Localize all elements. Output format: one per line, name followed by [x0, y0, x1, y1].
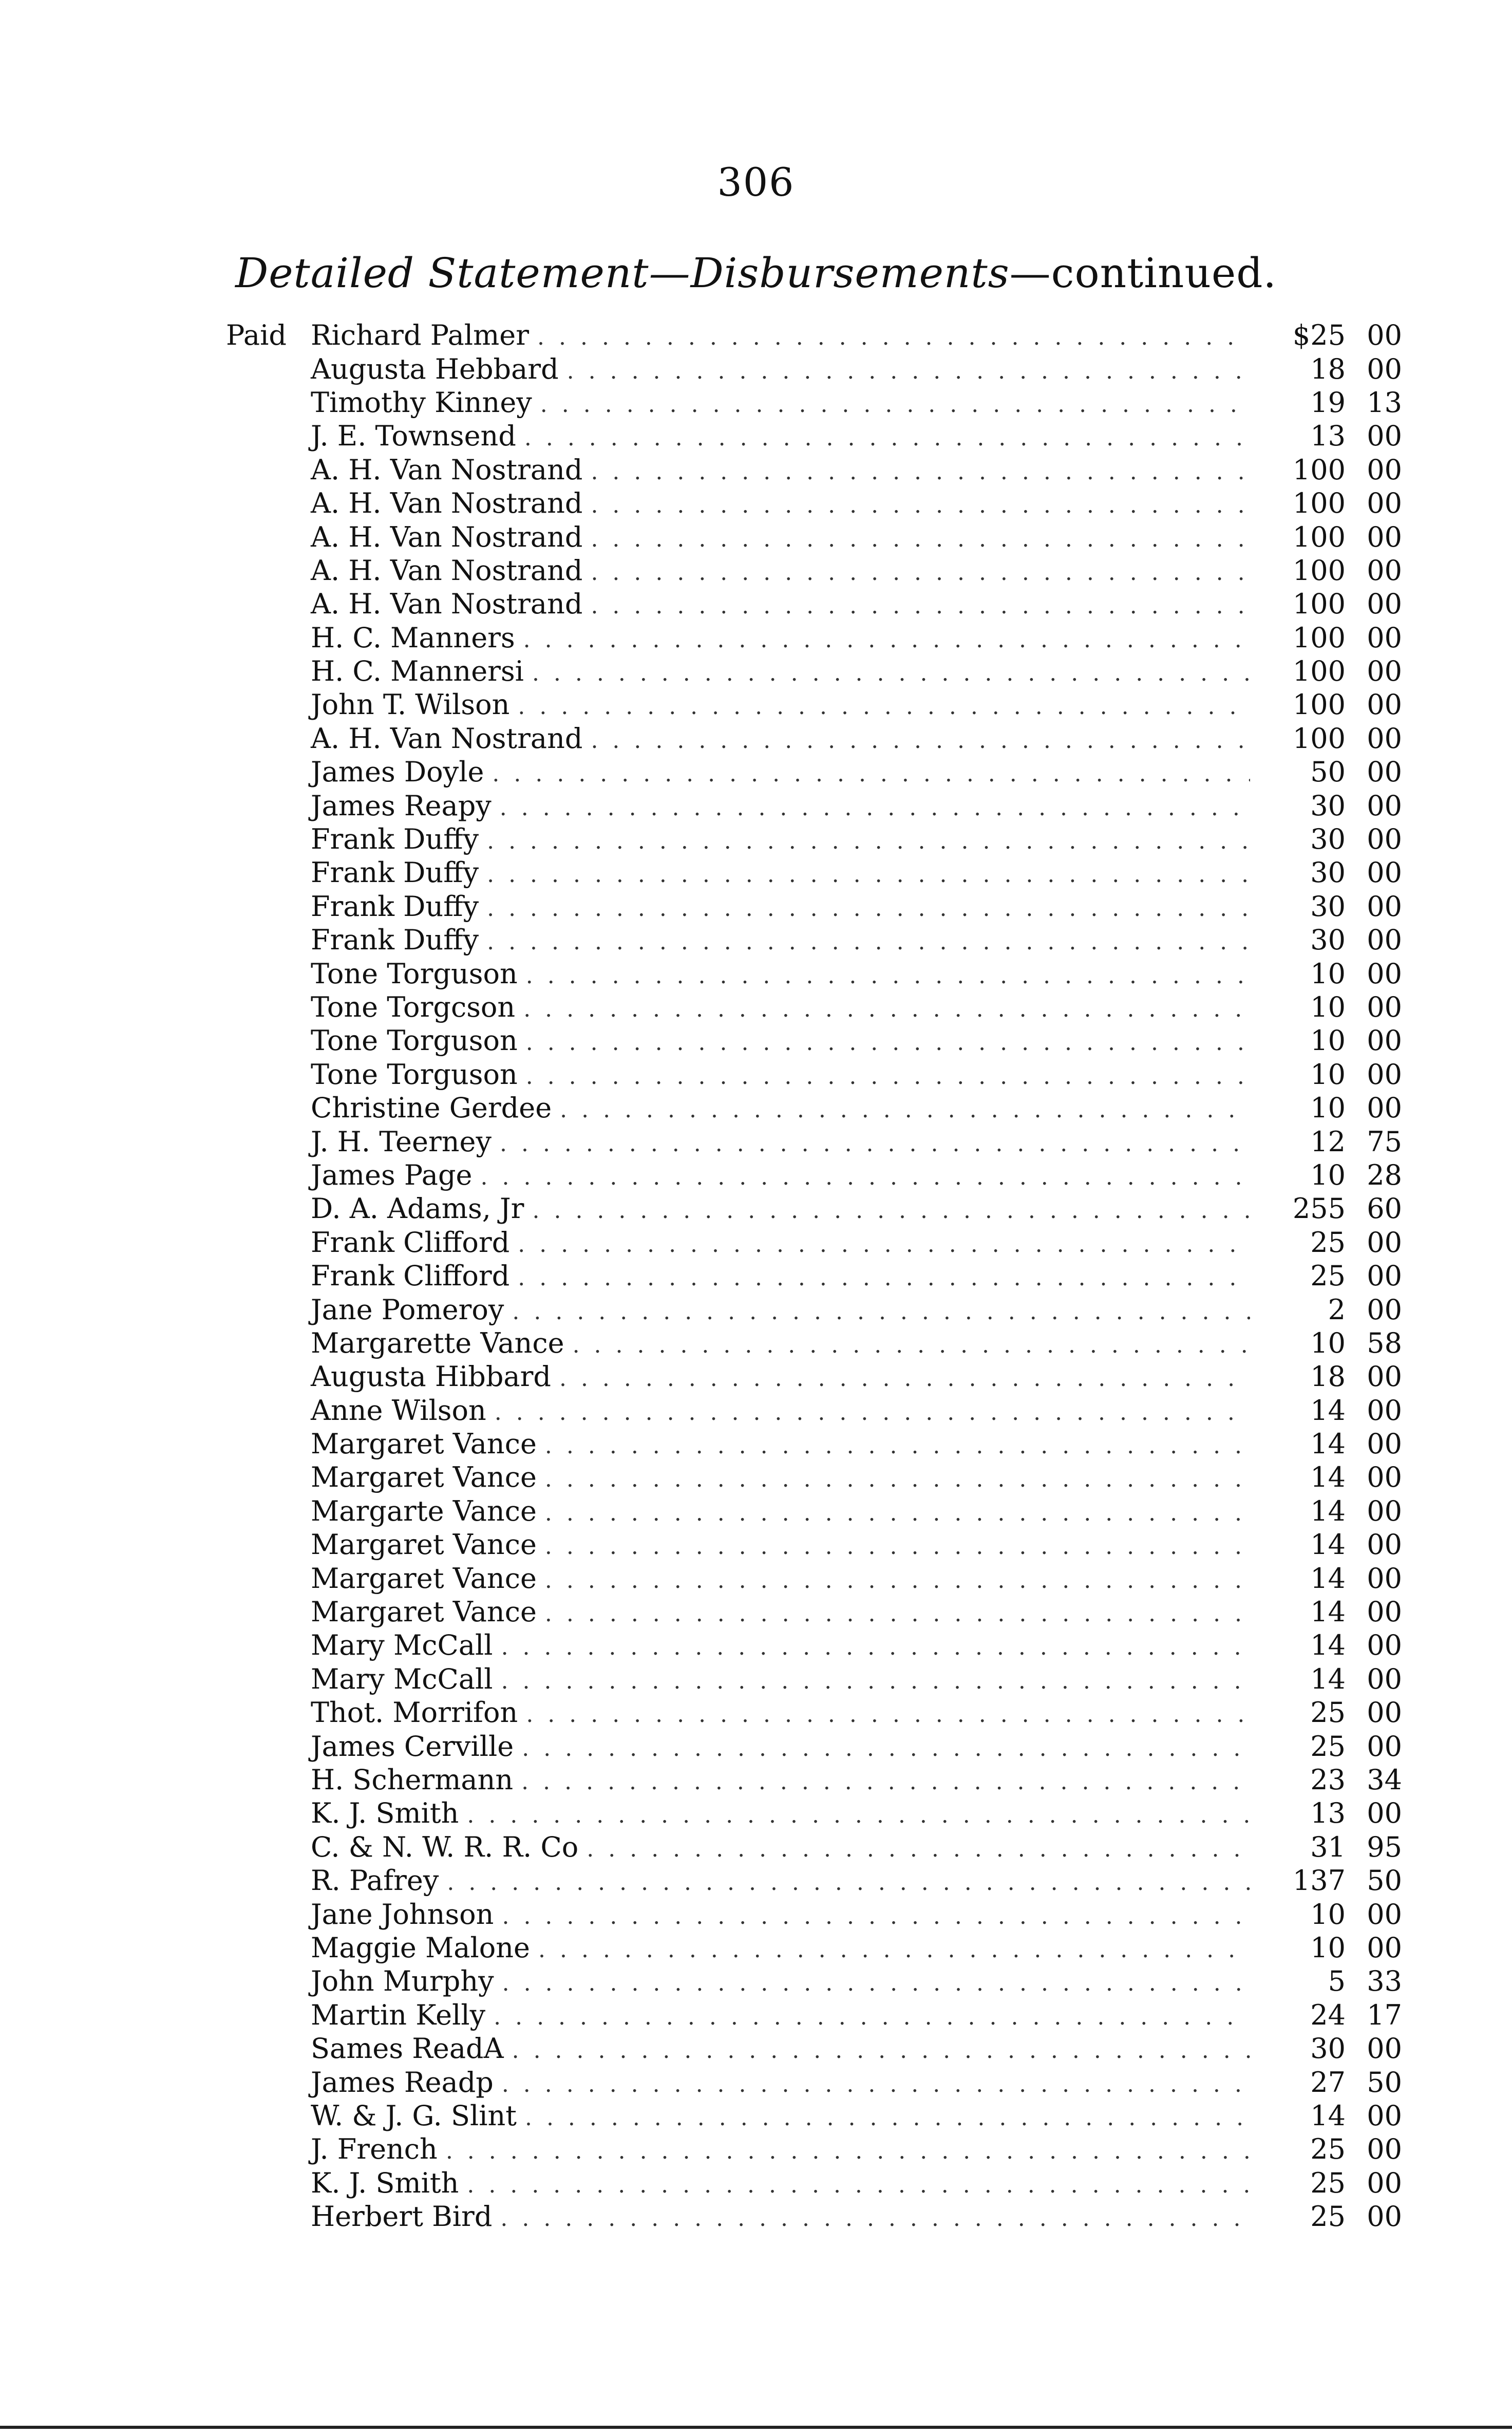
- dot-leader: [501, 1634, 1250, 1660]
- dot-leader: [540, 391, 1250, 418]
- amount-cents: 00: [1367, 1797, 1402, 1830]
- list-item: [226, 1192, 1402, 1225]
- amount-cents: 00: [1367, 856, 1402, 889]
- payee-name: Jane Pomeroy: [311, 1293, 504, 1326]
- dot-leader: [526, 963, 1250, 989]
- amount-dollars: 25: [1310, 2133, 1346, 2166]
- amount-cents: 00: [1367, 1461, 1402, 1494]
- amount-dollars: 10: [1310, 1326, 1346, 1359]
- amount-dollars: 23: [1310, 1763, 1346, 1796]
- dot-leader: [481, 1164, 1250, 1190]
- dot-leader: [523, 627, 1250, 653]
- heading-italic-part: Detailed Statement—Disbursements: [235, 249, 1010, 297]
- list-item: [226, 1763, 1402, 1796]
- amount-cents: 00: [1367, 957, 1402, 990]
- payee-name: Frank Clifford: [311, 1260, 510, 1293]
- page-number: 306: [717, 159, 795, 205]
- amount-dollars: 10: [1310, 1092, 1346, 1125]
- amount-cents: 00: [1367, 621, 1402, 654]
- list-item: [226, 1125, 1402, 1158]
- list-item: [226, 453, 1402, 486]
- payee-name: Margaret Vance: [311, 1528, 537, 1561]
- amount-dollars: 14: [1310, 1629, 1346, 1662]
- amount-cents: 00: [1367, 789, 1402, 822]
- list-item: [226, 2032, 1402, 2065]
- entry-prefix: Paid: [226, 319, 287, 352]
- amount-cents: 00: [1367, 420, 1402, 453]
- list-item: [226, 957, 1402, 990]
- amount-cents: 00: [1367, 2032, 1402, 2065]
- amount-dollars: 14: [1310, 2099, 1346, 2132]
- list-item: [226, 419, 1402, 453]
- amount-cents: 00: [1367, 520, 1402, 553]
- list-item: [226, 789, 1402, 822]
- list-item: [226, 722, 1402, 755]
- dot-leader: [567, 358, 1250, 384]
- amount-dollars: 19: [1310, 386, 1346, 419]
- payee-name: C. & N. W. R. R. Co: [311, 1830, 579, 1863]
- amount-cents: 00: [1367, 2166, 1402, 2199]
- amount-dollars: 10: [1310, 1058, 1346, 1091]
- payee-name: James Reapy: [311, 789, 492, 822]
- payee-name: Margaret Vance: [311, 1562, 537, 1595]
- amount-dollars: 5: [1328, 1965, 1346, 1998]
- list-item: [226, 2065, 1402, 2099]
- payee-name: Margarette Vance: [311, 1326, 564, 1359]
- dot-leader: [502, 2071, 1250, 2097]
- list-item: [226, 2132, 1402, 2166]
- amount-dollars: 12: [1310, 1125, 1346, 1158]
- amount-dollars: 25: [1310, 1696, 1346, 1729]
- amount-cents: 00: [1367, 588, 1402, 621]
- list-item: [226, 890, 1402, 923]
- dot-leader: [591, 526, 1250, 552]
- dot-leader: [500, 2205, 1250, 2232]
- amount-cents: 00: [1367, 1394, 1402, 1427]
- payee-name: W. & J. G. Slint: [311, 2099, 517, 2132]
- payee-name: Tone Torguson: [311, 1058, 518, 1091]
- payee-name: Augusta Hibbard: [311, 1360, 551, 1393]
- payee-name: A. H. Van Nostrand: [311, 722, 583, 755]
- amount-dollars: 255: [1292, 1192, 1346, 1225]
- list-item: [226, 1226, 1402, 1259]
- amount-cents: 00: [1367, 487, 1402, 520]
- amount-dollars: 100: [1292, 621, 1346, 654]
- dot-leader: [512, 1299, 1250, 1325]
- payee-name: Mary McCall: [311, 1629, 493, 1662]
- list-item: [226, 1494, 1402, 1528]
- list-item: [226, 1058, 1402, 1091]
- amount-cents: 00: [1367, 1058, 1402, 1091]
- list-item: [226, 1729, 1402, 1763]
- dot-leader: [545, 1500, 1250, 1526]
- payee-name: K. J. Smith: [311, 1797, 459, 1830]
- payee-name: James Doyle: [311, 756, 484, 789]
- amount-cents: 75: [1367, 1125, 1402, 1158]
- amount-cents: 00: [1367, 1629, 1402, 1662]
- amount-cents: 00: [1367, 991, 1402, 1023]
- dot-leader: [545, 1601, 1250, 1627]
- amount-dollars: $25: [1292, 319, 1346, 352]
- payee-name: Frank Duffy: [311, 890, 479, 923]
- dot-leader: [573, 1332, 1250, 1358]
- list-item: [226, 654, 1402, 688]
- payee-name: Margaret Vance: [311, 1596, 537, 1628]
- dot-leader: [560, 1097, 1250, 1123]
- list-item: [226, 1628, 1402, 1662]
- list-item: [226, 319, 1402, 352]
- amount-dollars: 100: [1292, 520, 1346, 553]
- amount-cents: 00: [1367, 722, 1402, 755]
- heading-continued-part: —continued.: [1009, 249, 1277, 297]
- amount-dollars: 30: [1310, 2032, 1346, 2065]
- amount-dollars: 25: [1310, 2166, 1346, 2199]
- dot-leader: [591, 492, 1250, 518]
- amount-dollars: 100: [1292, 453, 1346, 486]
- amount-dollars: 137: [1292, 1864, 1346, 1897]
- list-item: [226, 1259, 1402, 1293]
- dot-leader: [523, 996, 1250, 1022]
- amount-dollars: 10: [1310, 1024, 1346, 1057]
- amount-dollars: 10: [1310, 1898, 1346, 1931]
- dot-leader: [591, 593, 1250, 619]
- amount-cents: 00: [1367, 453, 1402, 486]
- dot-leader: [526, 1701, 1250, 1728]
- payee-name: H. Schermann: [311, 1763, 514, 1796]
- dot-leader: [587, 1836, 1250, 1862]
- amount-cents: 00: [1367, 1092, 1402, 1125]
- dot-leader: [545, 1567, 1250, 1594]
- dot-leader: [495, 1399, 1250, 1426]
- amount-cents: 13: [1367, 386, 1402, 419]
- amount-cents: 00: [1367, 688, 1402, 721]
- list-item: [226, 1897, 1402, 1931]
- dot-leader: [512, 2037, 1250, 2064]
- list-item: [226, 1830, 1402, 1864]
- amount-cents: 00: [1367, 1260, 1402, 1293]
- dot-leader: [538, 1937, 1250, 1963]
- amount-dollars: 14: [1310, 1662, 1346, 1695]
- payee-name: Margaret Vance: [311, 1461, 537, 1494]
- payee-name: A. H. Van Nostrand: [311, 554, 583, 587]
- amount-dollars: 14: [1310, 1394, 1346, 1427]
- list-item: [226, 2166, 1402, 2199]
- amount-dollars: 30: [1310, 890, 1346, 923]
- list-item: [226, 386, 1402, 419]
- amount-dollars: 25: [1310, 1730, 1346, 1763]
- amount-dollars: 10: [1310, 991, 1346, 1023]
- list-item: [226, 1964, 1402, 1998]
- list-item: [226, 1796, 1402, 1830]
- amount-cents: 60: [1367, 1192, 1402, 1225]
- list-item: [226, 1394, 1402, 1427]
- amount-cents: 00: [1367, 1528, 1402, 1561]
- payee-name: D. A. Adams, Jr: [311, 1192, 524, 1225]
- amount-dollars: 25: [1310, 1226, 1346, 1259]
- list-item: [226, 520, 1402, 553]
- amount-cents: 95: [1367, 1830, 1402, 1863]
- dot-leader: [492, 761, 1250, 787]
- amount-dollars: 30: [1310, 789, 1346, 822]
- amount-dollars: 14: [1310, 1494, 1346, 1527]
- amount-cents: 33: [1367, 1965, 1402, 1998]
- amount-cents: 00: [1367, 1428, 1402, 1460]
- amount-dollars: 13: [1310, 420, 1346, 453]
- payee-name: Augusta Hebbard: [311, 352, 559, 385]
- amount-cents: 00: [1367, 1931, 1402, 1964]
- list-item: [226, 1293, 1402, 1326]
- amount-dollars: 14: [1310, 1428, 1346, 1460]
- amount-cents: 50: [1367, 2066, 1402, 2099]
- dot-leader: [524, 425, 1250, 451]
- dot-leader: [500, 1131, 1250, 1157]
- amount-cents: 00: [1367, 1293, 1402, 1326]
- amount-cents: 00: [1367, 554, 1402, 587]
- dot-leader: [518, 1231, 1250, 1258]
- amount-dollars: 2: [1328, 1293, 1346, 1326]
- amount-dollars: 10: [1310, 1931, 1346, 1964]
- amount-cents: 00: [1367, 1226, 1402, 1259]
- payee-name: Tone Torguson: [311, 957, 518, 990]
- amount-dollars: 25: [1310, 1260, 1346, 1293]
- list-item: [226, 688, 1402, 721]
- dot-leader: [522, 1735, 1250, 1762]
- amount-cents: 00: [1367, 1596, 1402, 1628]
- amount-dollars: 14: [1310, 1528, 1346, 1561]
- payee-name: Herbert Bird: [311, 2200, 493, 2233]
- payee-name: John T. Wilson: [311, 688, 510, 721]
- dot-leader: [521, 1769, 1250, 1795]
- payee-name: John Murphy: [311, 1965, 494, 1998]
- amount-dollars: 25: [1310, 2200, 1346, 2233]
- amount-dollars: 30: [1310, 823, 1346, 856]
- list-item: [226, 856, 1402, 889]
- amount-cents: 00: [1367, 655, 1402, 688]
- amount-cents: 28: [1367, 1158, 1402, 1191]
- amount-dollars: 100: [1292, 688, 1346, 721]
- list-item: [226, 1931, 1402, 1964]
- amount-dollars: 13: [1310, 1797, 1346, 1830]
- payee-name: A. H. Van Nostrand: [311, 487, 583, 520]
- dot-leader: [487, 861, 1250, 888]
- list-item: [226, 1864, 1402, 1897]
- list-item: [226, 1024, 1402, 1057]
- list-item: [226, 1427, 1402, 1460]
- payee-name: Tone Torgcson: [311, 991, 516, 1023]
- payee-name: Richard Palmer: [311, 319, 530, 352]
- amount-dollars: 100: [1292, 655, 1346, 688]
- dot-leader: [518, 694, 1250, 720]
- dot-leader: [526, 1063, 1250, 1090]
- amount-cents: 00: [1367, 2099, 1402, 2132]
- amount-dollars: 50: [1310, 756, 1346, 789]
- list-item: [226, 923, 1402, 957]
- payee-name: Mary McCall: [311, 1662, 493, 1695]
- payee-name: Jane Johnson: [311, 1898, 494, 1931]
- amount-dollars: 30: [1310, 856, 1346, 889]
- amount-cents: 00: [1367, 1360, 1402, 1393]
- dot-leader: [537, 324, 1250, 350]
- amount-dollars: 100: [1292, 554, 1346, 587]
- amount-cents: 00: [1367, 1562, 1402, 1595]
- payee-name: James Cerville: [311, 1730, 514, 1763]
- payee-name: Timothy Kinney: [311, 386, 532, 419]
- dot-leader: [502, 1970, 1250, 1996]
- payee-name: Margaret Vance: [311, 1428, 537, 1460]
- amount-cents: 00: [1367, 890, 1402, 923]
- amount-cents: 00: [1367, 924, 1402, 957]
- dot-leader: [447, 1869, 1250, 1896]
- amount-cents: 00: [1367, 319, 1402, 352]
- list-item: [226, 755, 1402, 789]
- list-item: [226, 587, 1402, 621]
- dot-leader: [502, 1903, 1250, 1930]
- list-item: [226, 1998, 1402, 2032]
- list-item: [226, 2200, 1402, 2233]
- amount-cents: 00: [1367, 2133, 1402, 2166]
- list-item: [226, 1696, 1402, 1729]
- page-heading: [0, 249, 1512, 297]
- list-item: [226, 1326, 1402, 1360]
- amount-dollars: 14: [1310, 1461, 1346, 1494]
- payee-name: Tone Torguson: [311, 1024, 518, 1057]
- dot-leader: [532, 660, 1250, 686]
- amount-dollars: 24: [1310, 1998, 1346, 2031]
- payee-name: A. H. Van Nostrand: [311, 520, 583, 553]
- amount-cents: 00: [1367, 756, 1402, 789]
- payee-name: Frank Clifford: [311, 1226, 510, 1259]
- amount-dollars: 100: [1292, 722, 1346, 755]
- dot-leader: [487, 929, 1250, 955]
- amount-cents: 58: [1367, 1326, 1402, 1359]
- amount-dollars: 10: [1310, 957, 1346, 990]
- dot-leader: [467, 2172, 1250, 2198]
- amount-cents: 00: [1367, 1730, 1402, 1763]
- dot-leader: [591, 727, 1250, 754]
- payee-name: A. H. Van Nostrand: [311, 588, 583, 621]
- dot-leader: [525, 2105, 1250, 2131]
- amount-dollars: 14: [1310, 1562, 1346, 1595]
- list-item: [226, 554, 1402, 587]
- amount-dollars: 14: [1310, 1596, 1346, 1628]
- amount-cents: 00: [1367, 1898, 1402, 1931]
- payee-name: A. H. Van Nostrand: [311, 453, 583, 486]
- payee-name: Frank Duffy: [311, 856, 479, 889]
- amount-cents: 00: [1367, 1696, 1402, 1729]
- dot-leader: [487, 895, 1250, 922]
- payee-name: K. J. Smith: [311, 2166, 459, 2199]
- payee-name: James Readp: [311, 2066, 494, 2099]
- list-item: [226, 486, 1402, 520]
- amount-dollars: 31: [1310, 1830, 1346, 1863]
- amount-dollars: 27: [1310, 2066, 1346, 2099]
- payee-name: Anne Wilson: [311, 1394, 486, 1427]
- dot-leader: [545, 1533, 1250, 1560]
- list-item: [226, 352, 1402, 385]
- dot-leader: [446, 2138, 1250, 2164]
- dot-leader: [559, 1365, 1250, 1392]
- amount-cents: 00: [1367, 823, 1402, 856]
- list-item: [226, 1091, 1402, 1125]
- payee-name: J. E. Townsend: [311, 420, 516, 453]
- dot-leader: [526, 1029, 1250, 1056]
- payee-name: J. H. Teerney: [311, 1125, 492, 1158]
- payee-name: H. C. Manners: [311, 621, 515, 654]
- list-item: [226, 1528, 1402, 1561]
- dot-leader: [591, 459, 1250, 485]
- payee-name: Thot. Morrifon: [311, 1696, 518, 1729]
- dot-leader: [501, 1668, 1250, 1694]
- list-item: [226, 1595, 1402, 1628]
- payee-name: Maggie Malone: [311, 1931, 531, 1964]
- amount-cents: 00: [1367, 2200, 1402, 2233]
- dot-leader: [494, 2004, 1250, 2030]
- list-item: [226, 1561, 1402, 1595]
- payee-name: J. French: [311, 2133, 438, 2166]
- amount-cents: 34: [1367, 1763, 1402, 1796]
- payee-name: Margarte Vance: [311, 1494, 537, 1527]
- payee-name: Frank Duffy: [311, 823, 479, 856]
- payee-name: Frank Duffy: [311, 924, 479, 957]
- payee-name: R. Pafrey: [311, 1864, 439, 1897]
- amount-cents: 00: [1367, 1494, 1402, 1527]
- payee-name: H. C. Mannersi: [311, 655, 524, 688]
- amount-cents: 50: [1367, 1864, 1402, 1897]
- amount-dollars: 10: [1310, 1158, 1346, 1191]
- list-item: [226, 2099, 1402, 2132]
- amount-dollars: 30: [1310, 924, 1346, 957]
- amount-dollars: 100: [1292, 487, 1346, 520]
- list-item: [226, 1158, 1402, 1192]
- dot-leader: [533, 1197, 1251, 1224]
- amount-cents: 00: [1367, 1662, 1402, 1695]
- amount-cents: 00: [1367, 1024, 1402, 1057]
- dot-leader: [591, 559, 1250, 586]
- payee-name: Christine Gerdee: [311, 1092, 552, 1125]
- bottom-rule: [0, 2426, 1512, 2429]
- amount-dollars: 18: [1310, 352, 1346, 385]
- dot-leader: [467, 1802, 1250, 1828]
- dot-leader: [487, 828, 1250, 854]
- amount-cents: 17: [1367, 1998, 1402, 2031]
- list-item: [226, 621, 1402, 654]
- dot-leader: [500, 795, 1250, 821]
- list-item: [226, 1360, 1402, 1393]
- payee-name: Martin Kelly: [311, 1998, 486, 2031]
- list-item: [226, 1460, 1402, 1494]
- payee-name: James Page: [311, 1158, 472, 1191]
- dot-leader: [545, 1466, 1250, 1492]
- list-item: [226, 990, 1402, 1024]
- list-item: [226, 822, 1402, 856]
- payee-name: Sames ReadA: [311, 2032, 504, 2065]
- disbursement-list: [226, 319, 1402, 2233]
- amount-dollars: 100: [1292, 588, 1346, 621]
- dot-leader: [518, 1265, 1250, 1291]
- amount-cents: 00: [1367, 352, 1402, 385]
- amount-dollars: 18: [1310, 1360, 1346, 1393]
- list-item: [226, 1662, 1402, 1696]
- dot-leader: [545, 1433, 1250, 1459]
